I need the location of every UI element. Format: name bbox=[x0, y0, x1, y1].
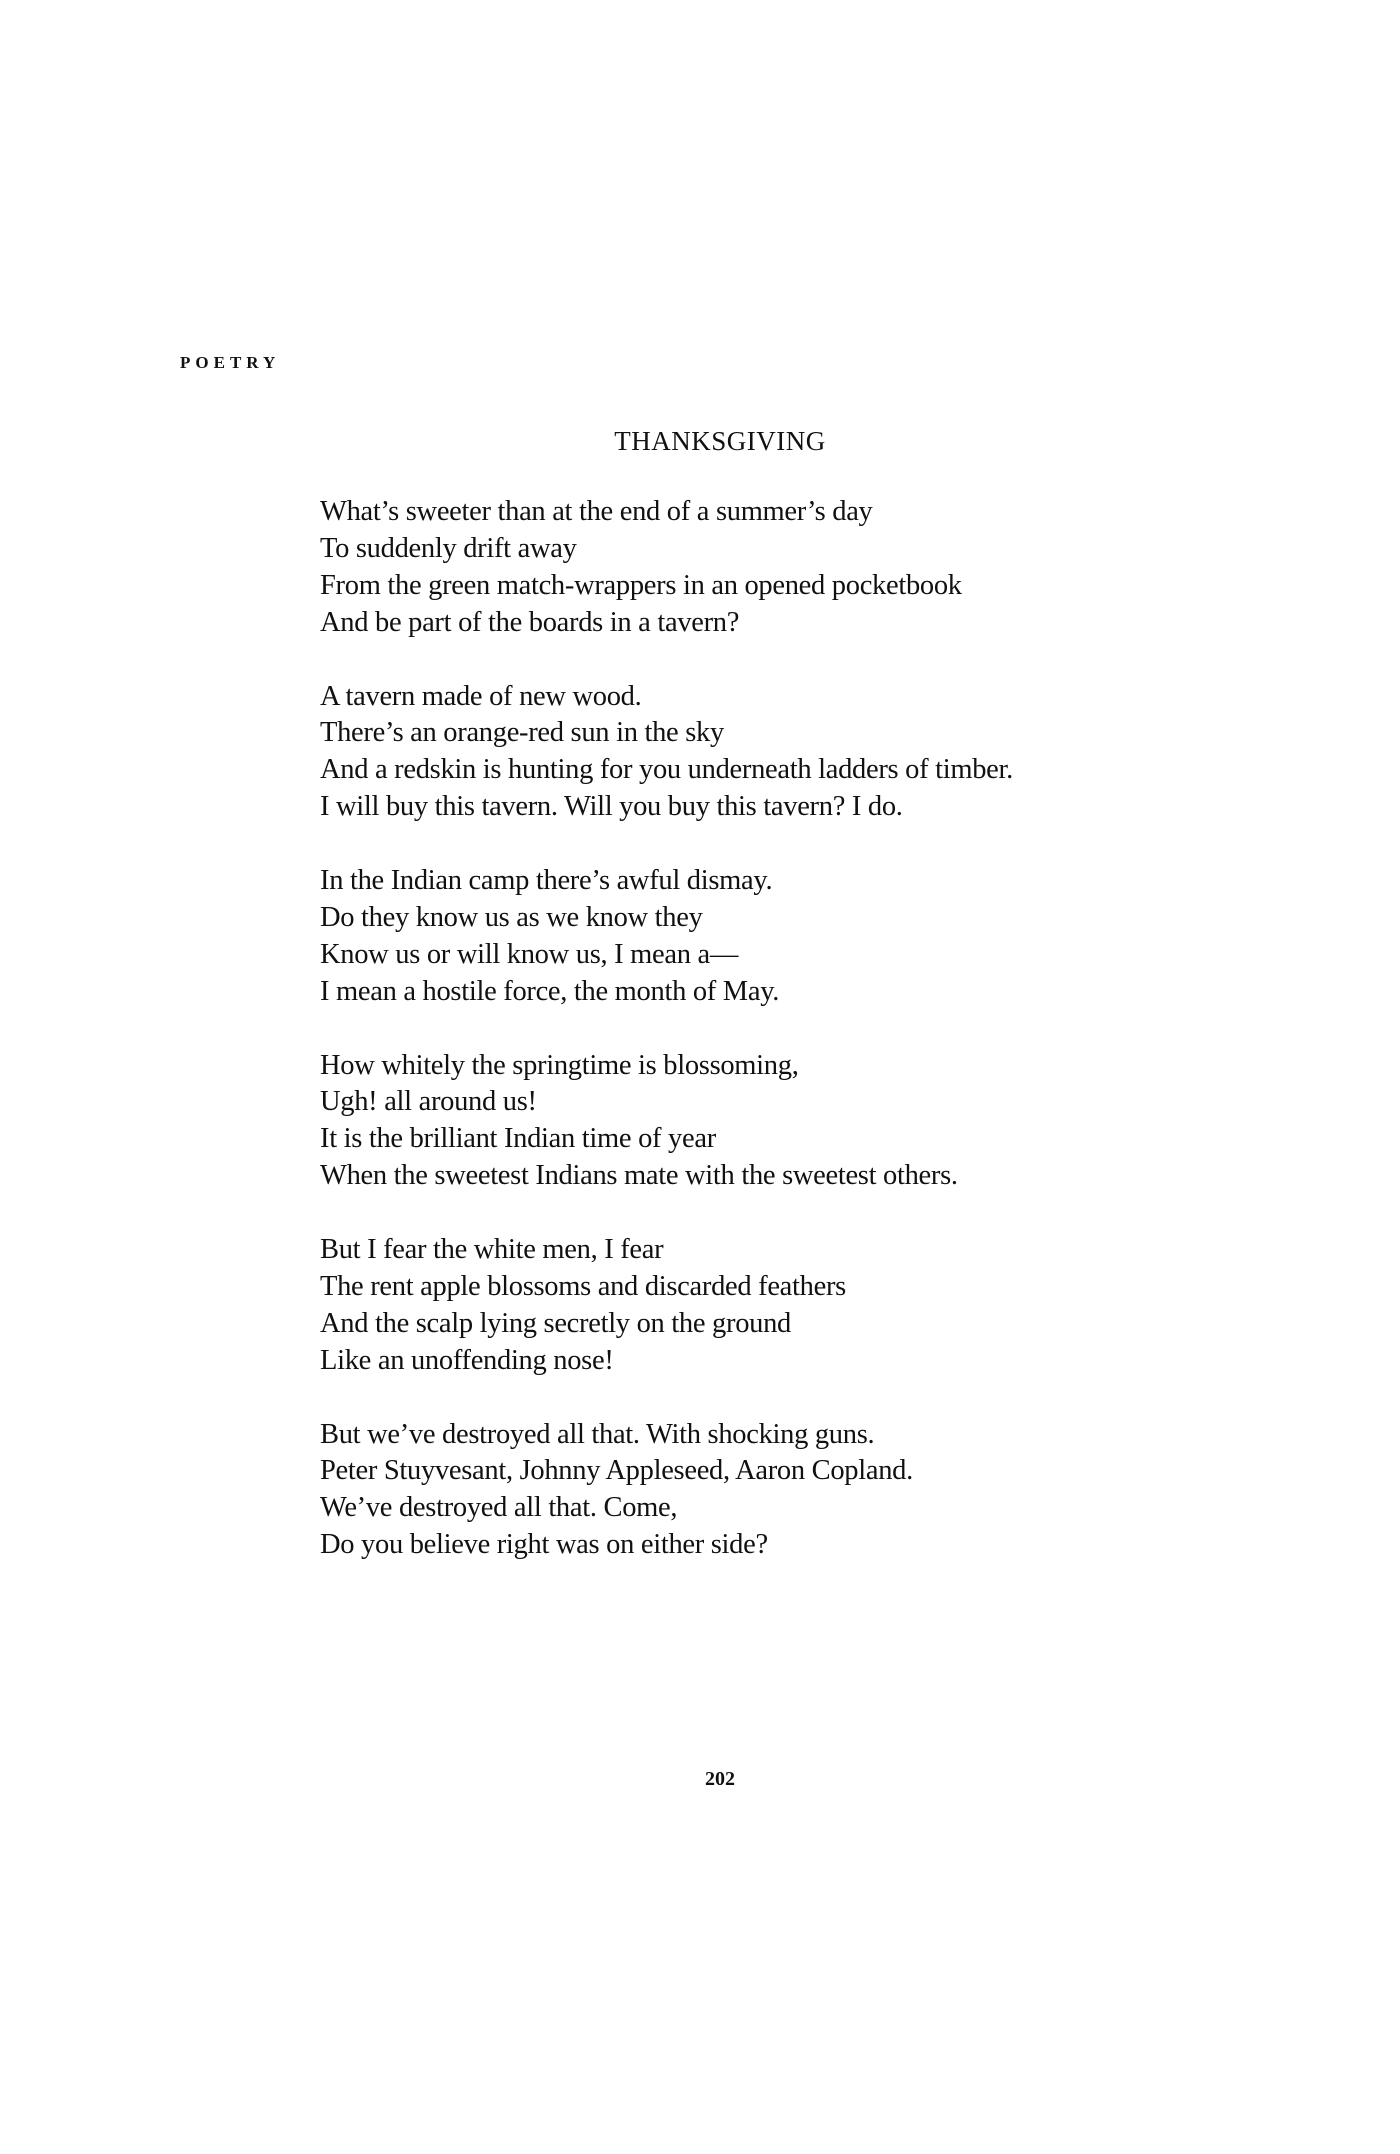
poem-line: Do you believe right was on either side? bbox=[320, 1529, 768, 1561]
poem-line: What’s sweeter than at the end of a summer’s day bbox=[320, 496, 873, 527]
poem-line: In the Indian camp there’s awful dismay. bbox=[320, 865, 773, 897]
poem-line: And a redskin is hunting for you underneath ladders of timber. bbox=[320, 754, 1013, 786]
stanza bbox=[320, 1417, 1013, 1565]
poem-line: From the green match-wrappers in an opened pocketbook bbox=[320, 569, 962, 601]
poem-line: There’s an orange-red sun in the sky bbox=[320, 717, 724, 749]
poem-body bbox=[320, 494, 1013, 1601]
poem-line: The rent apple blossoms and discarded feathers bbox=[320, 1270, 846, 1302]
poem-line: Know us or will know us, I mean a— bbox=[320, 938, 739, 970]
poem-line: A tavern made of new wood. bbox=[320, 680, 642, 712]
running-head: POETRY bbox=[180, 353, 281, 372]
stanza bbox=[320, 494, 1013, 642]
poem-line: But I fear the white men, I fear bbox=[320, 1234, 664, 1266]
stanza bbox=[320, 863, 1013, 1011]
poem-line: But we’ve destroyed all that. With shocking guns. bbox=[320, 1418, 875, 1450]
stanza bbox=[320, 1048, 1013, 1196]
poem-line: Peter Stuyvesant, Johnny Appleseed, Aaron Copland. bbox=[320, 1455, 913, 1487]
poem-line: Like an unoffending nose! bbox=[320, 1344, 614, 1376]
poem-line: To suddenly drift away bbox=[320, 532, 577, 564]
stanza bbox=[320, 679, 1013, 827]
poem-line: When the sweetest Indians mate with the sweetest others. bbox=[320, 1160, 958, 1192]
poem-line: I mean a hostile force, the month of May. bbox=[320, 975, 780, 1007]
poem-line: And the scalp lying secretly on the ground bbox=[320, 1307, 791, 1339]
poem-line: We’ve destroyed all that. Come, bbox=[320, 1492, 678, 1524]
stanza bbox=[320, 1232, 1013, 1380]
poem-line: I will buy this tavern. Will you buy this tavern? I do. bbox=[320, 791, 903, 823]
poem-line: It is the brilliant Indian time of year bbox=[320, 1123, 716, 1155]
poem-line: Do they know us as we know they bbox=[320, 901, 703, 933]
poem-line: Ugh! all around us! bbox=[320, 1086, 537, 1118]
poem-line: And be part of the boards in a tavern? bbox=[320, 606, 740, 638]
poem-line: How whitely the springtime is blossoming, bbox=[320, 1049, 799, 1081]
poem-title: THANKSGIVING bbox=[614, 426, 826, 456]
page-number: 202 bbox=[705, 1768, 735, 1790]
